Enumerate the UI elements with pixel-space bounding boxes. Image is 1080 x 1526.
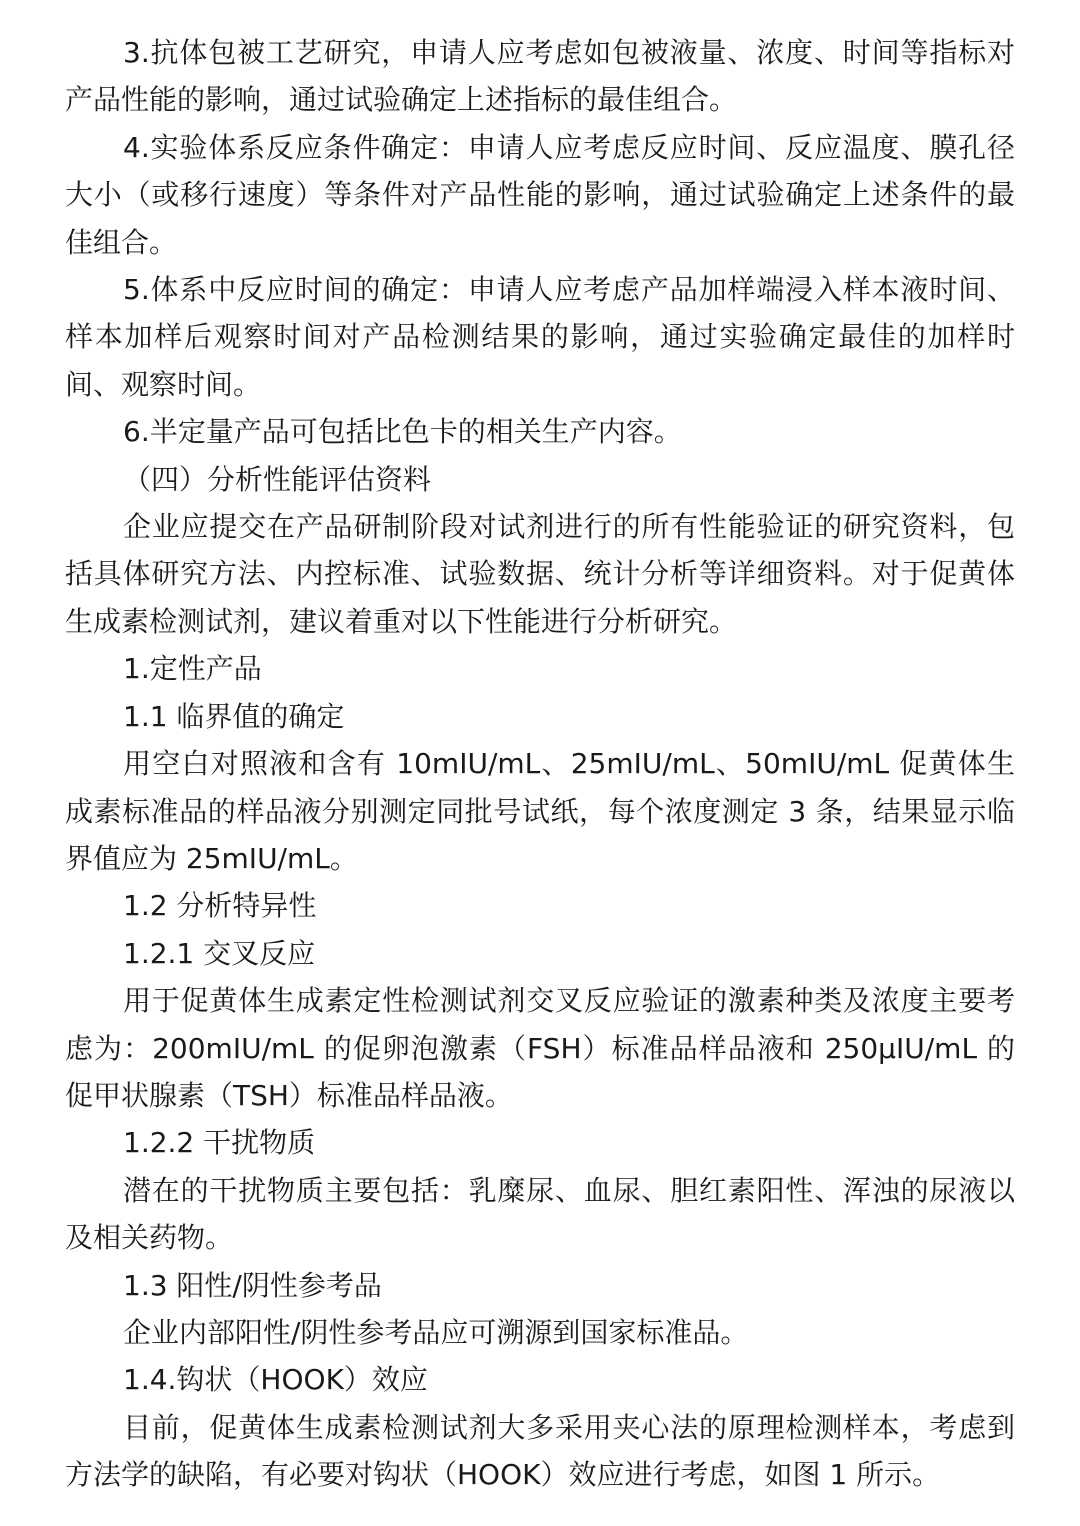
paragraph-reference-materials: 企业内部阳性/阴性参考品应可溯源到国家标准品。	[123, 1315, 749, 1349]
paragraph-antibody-coating: 3.抗体包被工艺研究，申请人应考虑如包被液量、浓度、时间等指标对产品性能的影响，通过试验确定上述指标的最佳组合。	[65, 36, 1015, 117]
paragraph-reaction-conditions: 4.实验体系反应条件确定：申请人应考虑反应时间、反应温度、膜孔径大小（或移行速度）等条件对产品性能的影响，通过试验确定上述条件的最佳组合。	[65, 130, 1015, 259]
heading-hook-effect: 1.4.钩状（HOOK）效应	[123, 1363, 428, 1397]
heading-qualitative-product: 1.定性产品	[123, 652, 262, 686]
paragraph-cutoff-method: 用空白对照液和含有 10mIU/mL、25mIU/mL、50mIU/mL 促黄体生成素标准品的样品液分别测定同批号试纸，每个浓度测定 3 条，结果显示临界值应为 25mIU/mL。	[65, 747, 1015, 875]
paragraph-color-card: 6.半定量产品可包括比色卡的相关生产内容。	[123, 415, 682, 449]
heading-reference-materials: 1.3 阳性/阴性参考品	[123, 1268, 382, 1302]
document-page	[65, 29, 1015, 1499]
heading-cross-reaction: 1.2.1 交叉反应	[123, 936, 316, 970]
paragraph-cross-reaction: 用于促黄体生成素定性检测试剂交叉反应验证的激素种类及浓度主要考虑为：200mIU/mL 的促卵泡激素（FSH）标准品样品液和 250μIU/mL 的促甲状腺素（TSH）标准品样品液。	[65, 984, 1015, 1112]
paragraph-interfering-substances: 潜在的干扰物质主要包括：乳糜尿、血尿、胆红素阳性、浑浊的尿液以及相关药物。	[65, 1173, 1015, 1255]
paragraph-hook-effect: 目前，促黄体生成素检测试剂大多采用夹心法的原理检测样本，考虑到方法学的缺陷，有必要对钩状（HOOK）效应进行考虑，如图 1 所示。	[65, 1410, 1015, 1492]
paragraph-reaction-time: 5.体系中反应时间的确定：申请人应考虑产品加样端浸入样本液时间、样本加样后观察时间对产品检测结果的影响，通过实验确定最佳的加样时间、观察时间。	[65, 273, 1015, 401]
paragraph-performance-intro: 企业应提交在产品研制阶段对试剂进行的所有性能验证的研究资料，包括具体研究方法、内控标准、试验数据、统计分析等详细资料。对于促黄体生成素检测试剂，建议着重对以下性能进行分析研究。	[65, 510, 1015, 638]
heading-analytical-specificity: 1.2 分析特异性	[123, 889, 317, 923]
heading-cutoff-determination: 1.1 临界值的确定	[123, 699, 345, 733]
section-heading-analytical-performance: （四）分析性能评估资料	[123, 462, 432, 496]
heading-interfering-substances: 1.2.2 干扰物质	[123, 1126, 316, 1160]
